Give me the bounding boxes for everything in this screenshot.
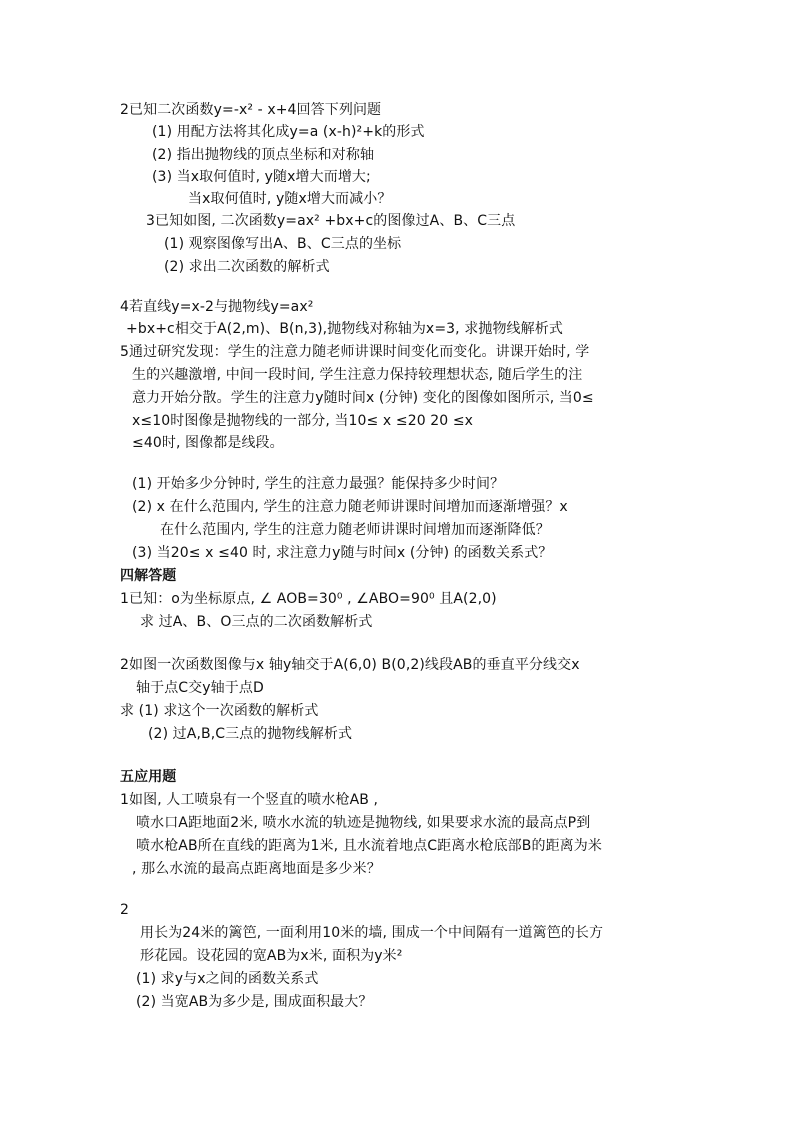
q3-part2: (2) 求出二次函数的解析式	[164, 259, 330, 275]
q5-line4: x≤10时图像是抛物线的一部分, 当10≤ x ≤20 20 ≤x	[132, 413, 474, 429]
q5-sub1: (1) 开始多少分钟时, 学生的注意力最强？能保持多少时间？	[132, 476, 505, 492]
answer-q2-line2: 轴于点C交y轴于点D	[136, 680, 264, 696]
answer-q2-line1: 2如图一次函数图像与x 轴y轴交于A(6,0) B(0,2)线段AB的垂直平分线交x	[120, 657, 580, 673]
q5-line3: 意力开始分散。学生的注意力y随时间x (分钟) 变化的图像如图所示, 当0≤	[132, 390, 594, 406]
q5-line1: 5通过研究发现：学生的注意力随老师讲课时间变化而变化。讲课开始时, 学	[120, 344, 590, 360]
q5-sub2-cont: 在什么范围内, 学生的注意力随老师讲课时间增加而逐渐降低？	[160, 522, 550, 538]
q5-sub2: (2) x 在什么范围内, 学生的注意力随老师讲课时间增加而逐渐增强？x	[132, 499, 568, 515]
answer-q1-ask: 求 过A、B、O三点的二次函数解析式	[140, 614, 373, 630]
answer-q2-sub2: (2) 过A,B,C三点的抛物线解析式	[148, 726, 353, 742]
q2-part1: (1) 用配方法将其化成y=a (x-h)²+k的形式	[152, 124, 425, 140]
answer-q1: 1已知：o为坐标原点, ∠ AOB=30⁰ , ∠ABO=90⁰ 且A(2,0)	[120, 591, 497, 607]
q3-part1: (1) 观察图像写出A、B、C三点的坐标	[164, 236, 402, 252]
q2-part2: (2) 指出抛物线的顶点坐标和对称轴	[152, 147, 375, 163]
q2-intro: 2已知二次函数y=-x² - x+4回答下列问题	[120, 102, 382, 118]
q2-part3: (3) 当x取何值时, y随x增大而增大;	[152, 169, 371, 185]
q4-line2: +bx+c相交于A(2,m)、B(n,3),抛物线对称轴为x=3, 求抛物线解析式	[126, 321, 563, 337]
q4-line1: 4若直线y=x-2与抛物线y=ax²	[120, 299, 314, 315]
q5-sub3: (3) 当20≤ x ≤40 时, 求注意力y随与时间x (分钟) 的函数关系式？	[132, 545, 553, 561]
section-heading-application: 五应用题	[120, 769, 177, 785]
q5-line5: ≤40时, 图像都是线段。	[132, 435, 284, 451]
app-q1-line2: 喷水口A距地面2米, 喷水水流的轨迹是抛物线, 如果要求水流的最高点P到	[136, 815, 591, 831]
q5-line2: 生的兴趣激增, 中间一段时间, 学生注意力保持较理想状态, 随后学生的注	[132, 367, 583, 383]
app-q1-line1: 1如图, 人工喷泉有一个竖直的喷水枪AB ,	[120, 792, 379, 808]
app-q2-number: 2	[120, 902, 130, 918]
section-heading-answer: 四解答题	[120, 568, 177, 584]
answer-q2-sub1: 求 (1) 求这个一次函数的解析式	[120, 703, 319, 719]
app-q2-sub1: (1) 求y与x之间的函数关系式	[136, 971, 319, 987]
app-q1-line3: 喷水枪AB所在直线的距离为1米, 且水流着地点C距离水枪底部B的距离为米	[136, 838, 602, 854]
q3-intro: 3已知如图, 二次函数y=ax² +bx+c的图像过A、B、C三点	[146, 213, 516, 229]
app-q2-line1: 用长为24米的篱笆, 一面利用10米的墙, 围成一个中间隔有一道篱笆的长方	[140, 925, 604, 941]
app-q2-sub2: (2) 当宽AB为多少是, 围成面积最大？	[136, 994, 373, 1010]
app-q2-line2: 形花园。设花园的宽AB为x米, 面积为y米²	[140, 948, 403, 964]
q2-part3-cont: 当x取何值时, y随x增大而减小？	[188, 191, 392, 207]
app-q1-line4: , 那么水流的最高点距离地面是多少米？	[132, 861, 381, 877]
